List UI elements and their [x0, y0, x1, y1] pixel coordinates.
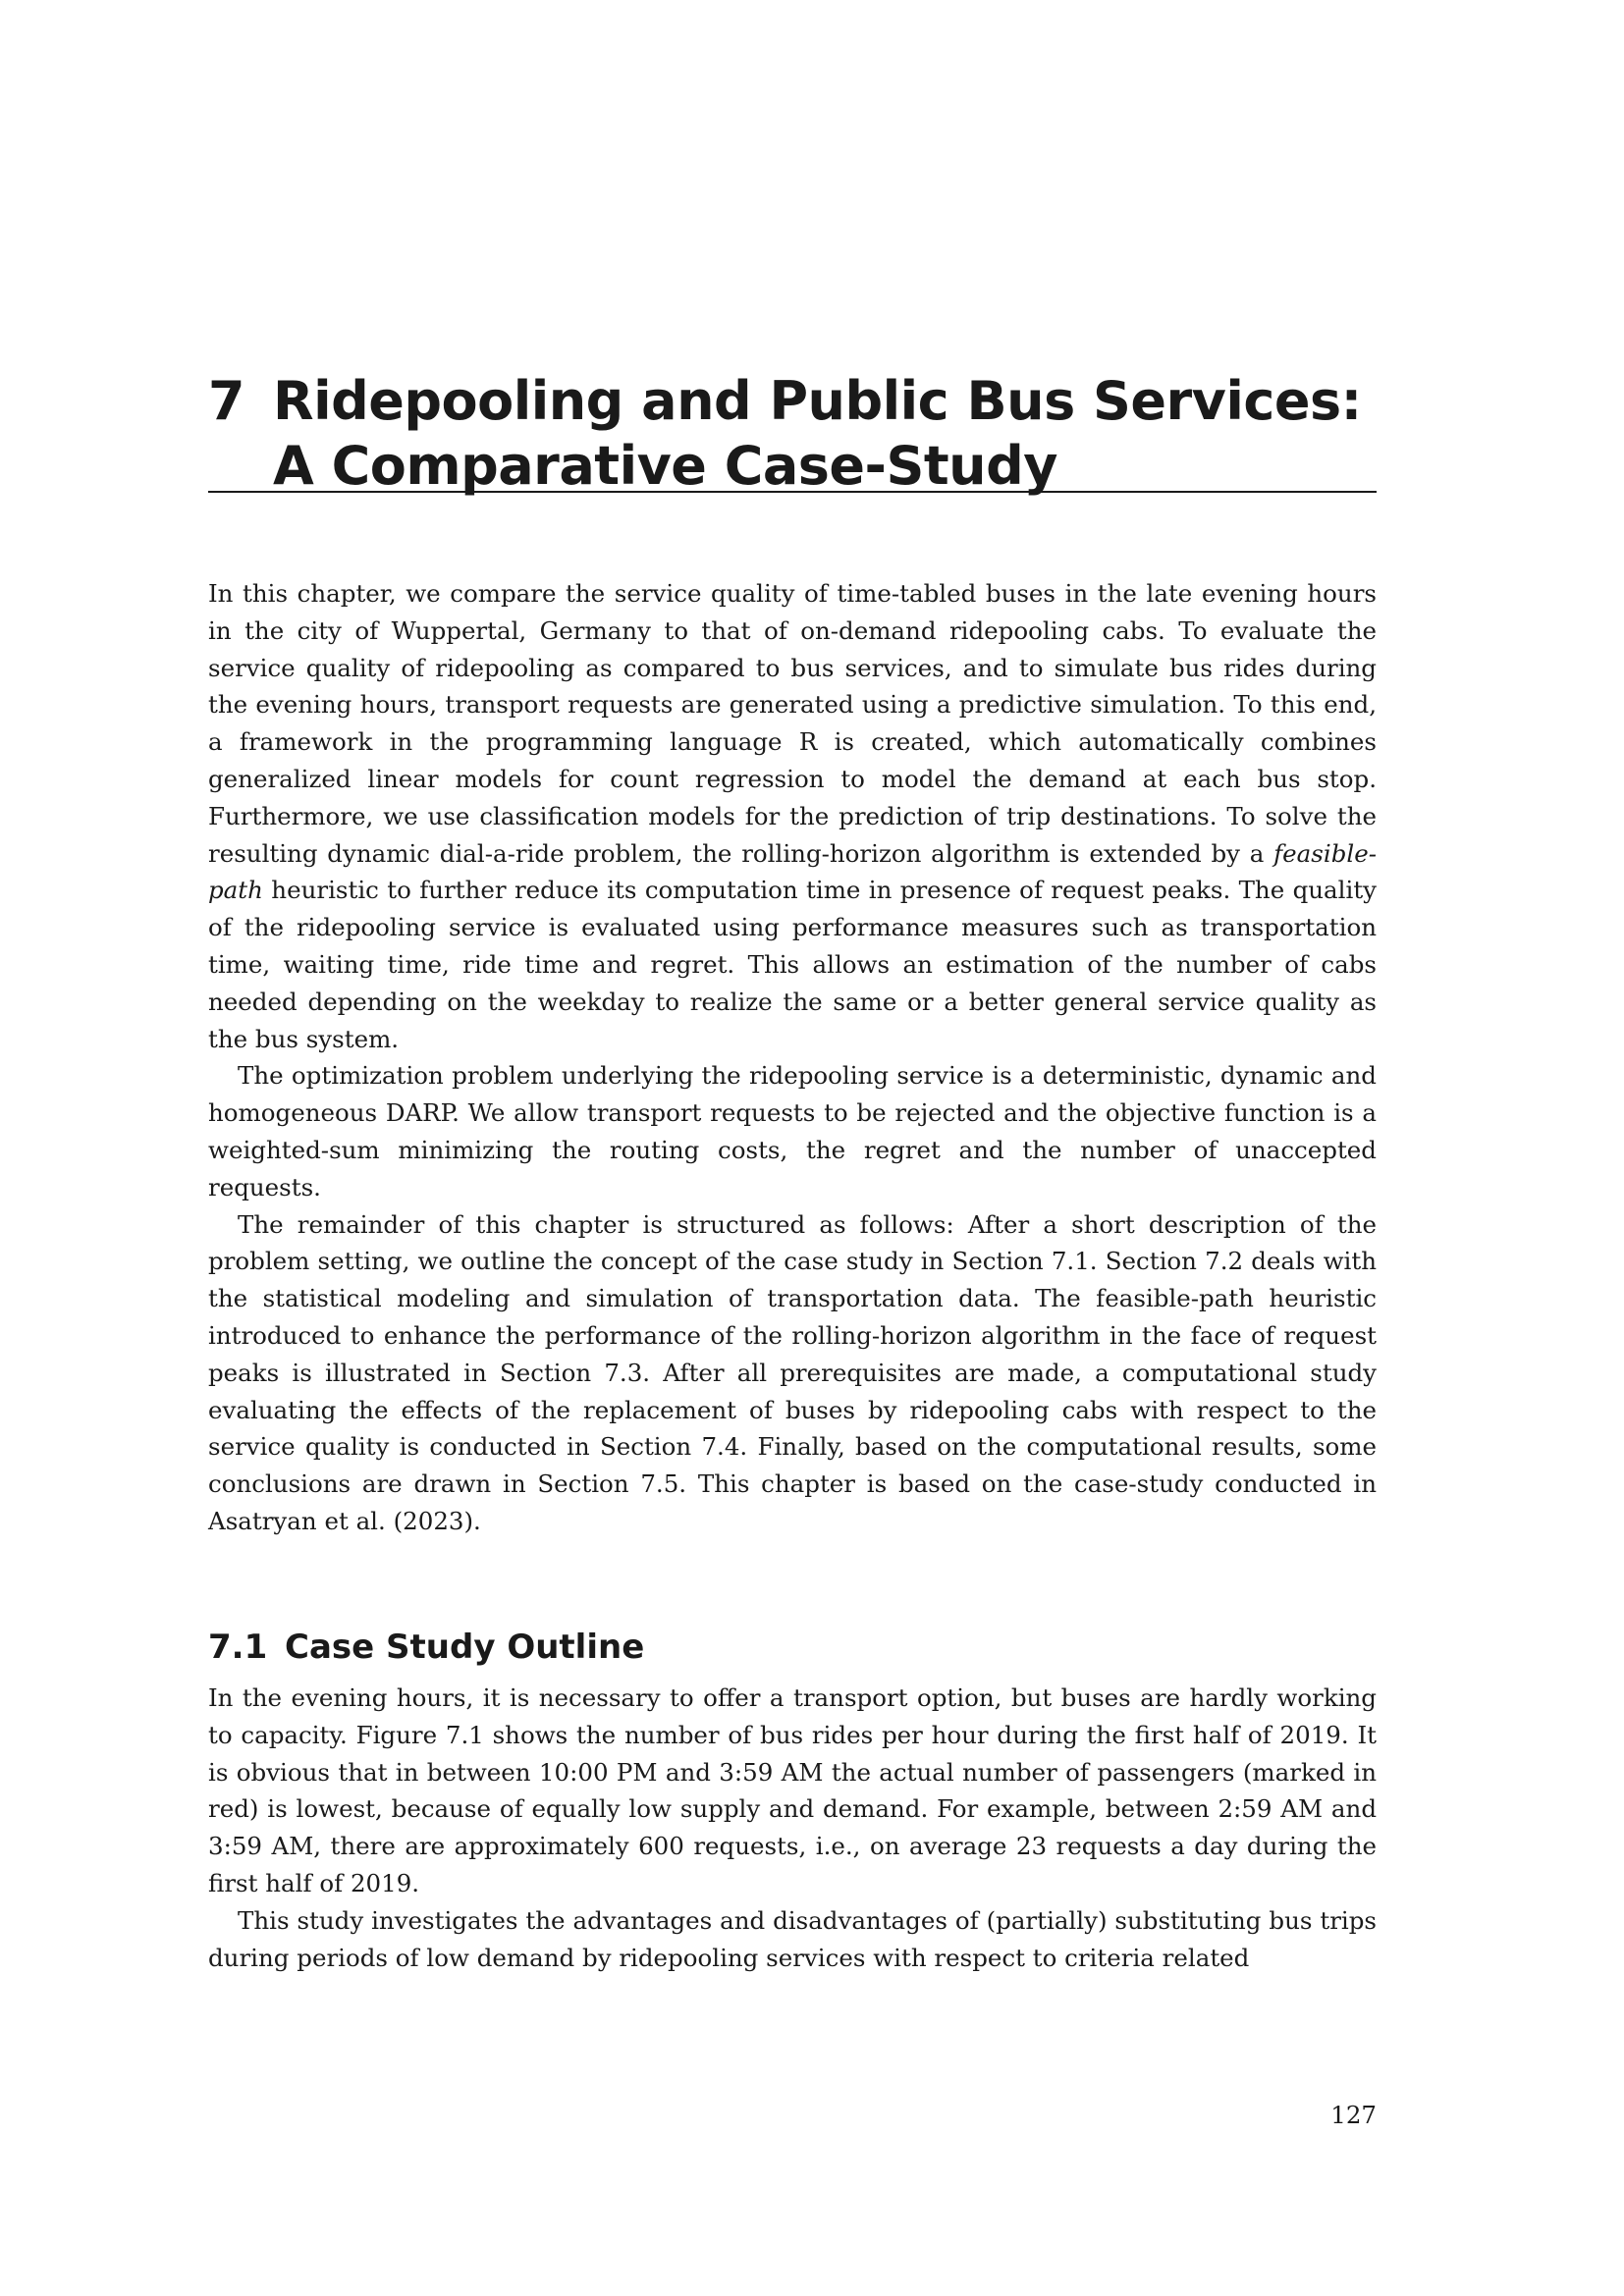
section-heading: [208, 1626, 1377, 1669]
intro-paragraph-1: [208, 575, 1377, 1057]
section-text: [208, 1680, 1377, 1976]
chapter-heading: [208, 369, 1377, 499]
intro-paragraph-2: The optimization problem underlying the ridepooling service is a deterministic, dynamic and homogeneous DARP. We allow transport requests to be rejected and the objective function is a weighted-sum minimizing the routing costs, the regret and the number of unaccepted requests.: [208, 1061, 1377, 1201]
page-number: 127: [1330, 2101, 1377, 2129]
section-paragraph-1: In the evening hours, it is necessary to offer a transport option, but buses are hardly working to capacity. Figure 7.1 shows the number of bus rides per hour during the first half of 2019. It is obvious that in between 10:00 PM and 3:59 AM the actual number of passengers (marked in red) is lowest, because of equally low supply and demand. For example, between 2:59 AM and 3:59 AM, there are approximately 600 requests, i.e., on average 23 requests a day during the first half of 2019.: [208, 1683, 1377, 1897]
feasible-path-term: feasible-path: [208, 838, 1377, 905]
intro-text: [208, 575, 1377, 1540]
intro-paragraph-1-text: In this chapter, we compare the service quality of time-tabled buses in the late evening hours in the city of Wuppertal, Germany to that of on-demand ridepooling cabs. To evaluate the service quality of ridepooling as compared to bus services, and to simulate bus rides during the evening hours, transport requests are generated using a predictive simulation. To this end, a framework in the programming language R is created, which automatically combines generalized linear models for count regression to model the demand at each bus stop. Furthermore, we use classification models for the prediction of trip destinations. To solve the resulting dynamic dial-a-ride problem, the rolling-horizon algorithm is extended by a: [208, 579, 1377, 868]
intro-paragraph-1-tail: heuristic to further reduce its computation time in presence of request peaks. The quality of the ridepooling service is evaluated using performance measures such as transportation time, waiting time, ride time and regret. This allows an estimation of the number of cabs needed depending on the weekday to realize the same or a better general service quality as the bus system.: [208, 876, 1378, 1053]
intro-paragraph-3: The remainder of this chapter is structured as follows: After a short description of the problem setting, we outline the concept of the case study in Section 7.1. Section 7.2 deals with the statistical modeling and simulation of transportation data. The feasible-path heuristic introduced to enhance the performance of the rolling-horizon algorithm in the face of request peaks is illustrated in Section 7.3. After all prerequisites are made, a computational study evaluating the effects of the replacement of buses by ridepooling cabs with respect to the service quality is conducted in Section 7.4. Finally, based on the computational results, some conclusions are drawn in Section 7.5. This chapter is based on the case-study conducted in Asatryan et al. (2023).: [208, 1209, 1377, 1535]
chapter-number: 7: [208, 370, 245, 433]
section-title: Case Study Outline: [285, 1628, 645, 1668]
section-number: 7.1: [208, 1628, 268, 1668]
section-paragraph-2: This study investigates the advantages and disadvantages of (partially) substituting bus trips during periods of low demand by ridepooling services with respect to criteria related: [208, 1905, 1377, 1972]
chapter-title: Ridepooling and Public Bus Services: A Comparative Case-Study: [273, 370, 1362, 498]
chapter-rule: [208, 491, 1377, 493]
